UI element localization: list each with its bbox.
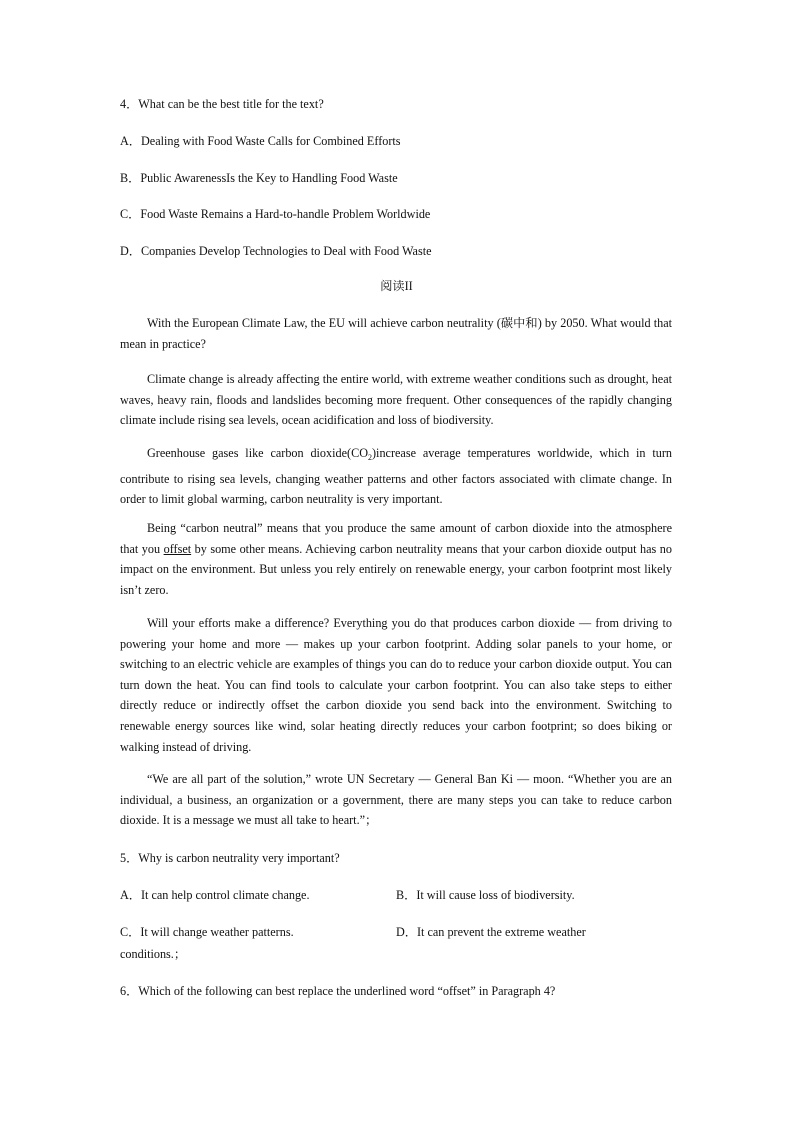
question-5-stem: 5．Why is carbon neutrality very important?	[120, 851, 340, 865]
question-4-option-c: C．Food Waste Remains a Hard-to-handle Problem Worldwide	[120, 207, 431, 221]
question-4-stem: 4．What can be the best title for the text?	[120, 97, 324, 111]
section-title: 阅读II	[380, 279, 413, 293]
passage-paragraph-5: Will your efforts make a difference? Everything you do that produces carbon dioxide — from driving to powering your home and more — makes up your carbon footprint. Adding solar panels to your home, or switching to an electric vehicle are examples of things you can do to reduce your carbon dioxide output. You can turn down the heat. You can find tools to calculate your carbon footprint. You can also take steps to either directly reduce or indirectly offset the carbon dioxide you send back into the environment. Switching to renewable energy sources like wind, solar heating directly reduces your carbon footprint; so does biking or walking instead of driving.	[120, 616, 672, 754]
p4-text-before: Being “carbon neutral” means that you produce the same amount of carbon dioxide into the atmosphere that you	[120, 521, 672, 556]
passage-paragraph-6: “We are all part of the solution,” wrote UN Secretary — General Ban Ki — moon. “Whether you are an individual, a business, an organization or a government, there are many steps you can take to reduce carbon dioxide. It is a message we must all take to heart.”；	[120, 772, 672, 828]
question-5-option-c: C．It will change weather patterns.	[120, 925, 294, 939]
question-5-option-d: D．It can prevent the extreme weather	[396, 925, 586, 939]
co2-subscript: 2	[368, 453, 372, 462]
passage-paragraph-2: Climate change is already affecting the entire world, with extreme weather conditions such as drought, heat waves, heavy rain, floods and landslides becoming more frequent. Other consequences of the rapidly changing climate include rising sea levels, ocean acidification and loss of biodiversity.	[120, 372, 672, 428]
question-5-option-a: A．It can help control climate change.	[120, 888, 310, 902]
p3-text-after: )increase average temperatures worldwide, which in turn contribute to rising sea levels, changing weather patterns and other factors associated with climate change. In order to limit global warming, carbon neutrality is very important.	[120, 446, 672, 507]
passage-paragraph-1: With the European Climate Law, the EU will achieve carbon neutrality (碳中和) by 2050. What would that mean in practice?	[120, 316, 672, 351]
question-5-option-d-continued: conditions.；	[120, 947, 187, 961]
underlined-word-offset: offset	[163, 541, 192, 556]
question-4-option-a: A．Dealing with Food Waste Calls for Combined Efforts	[120, 134, 401, 148]
passage-paragraph-4	[120, 518, 672, 600]
question-5-option-b: B．It will cause loss of biodiversity.	[396, 888, 575, 902]
passage-paragraph-3	[120, 443, 672, 510]
question-4-option-d: D．Companies Develop Technologies to Deal with Food Waste	[120, 244, 432, 258]
question-4-option-b: B．Public AwarenessIs the Key to Handling Food Waste	[120, 171, 398, 185]
p3-text-before: Greenhouse gases like carbon dioxide(CO	[147, 446, 368, 460]
question-6-stem: 6．Which of the following can best replace the underlined word “offset” in Paragraph 4?	[120, 984, 556, 998]
p4-text-after: by some other means. Achieving carbon neutrality means that your carbon dioxide output has no impact on the environment. But unless you rely entirely on renewable energy, your carbon footprint most likely isn’t zero.	[120, 541, 672, 597]
